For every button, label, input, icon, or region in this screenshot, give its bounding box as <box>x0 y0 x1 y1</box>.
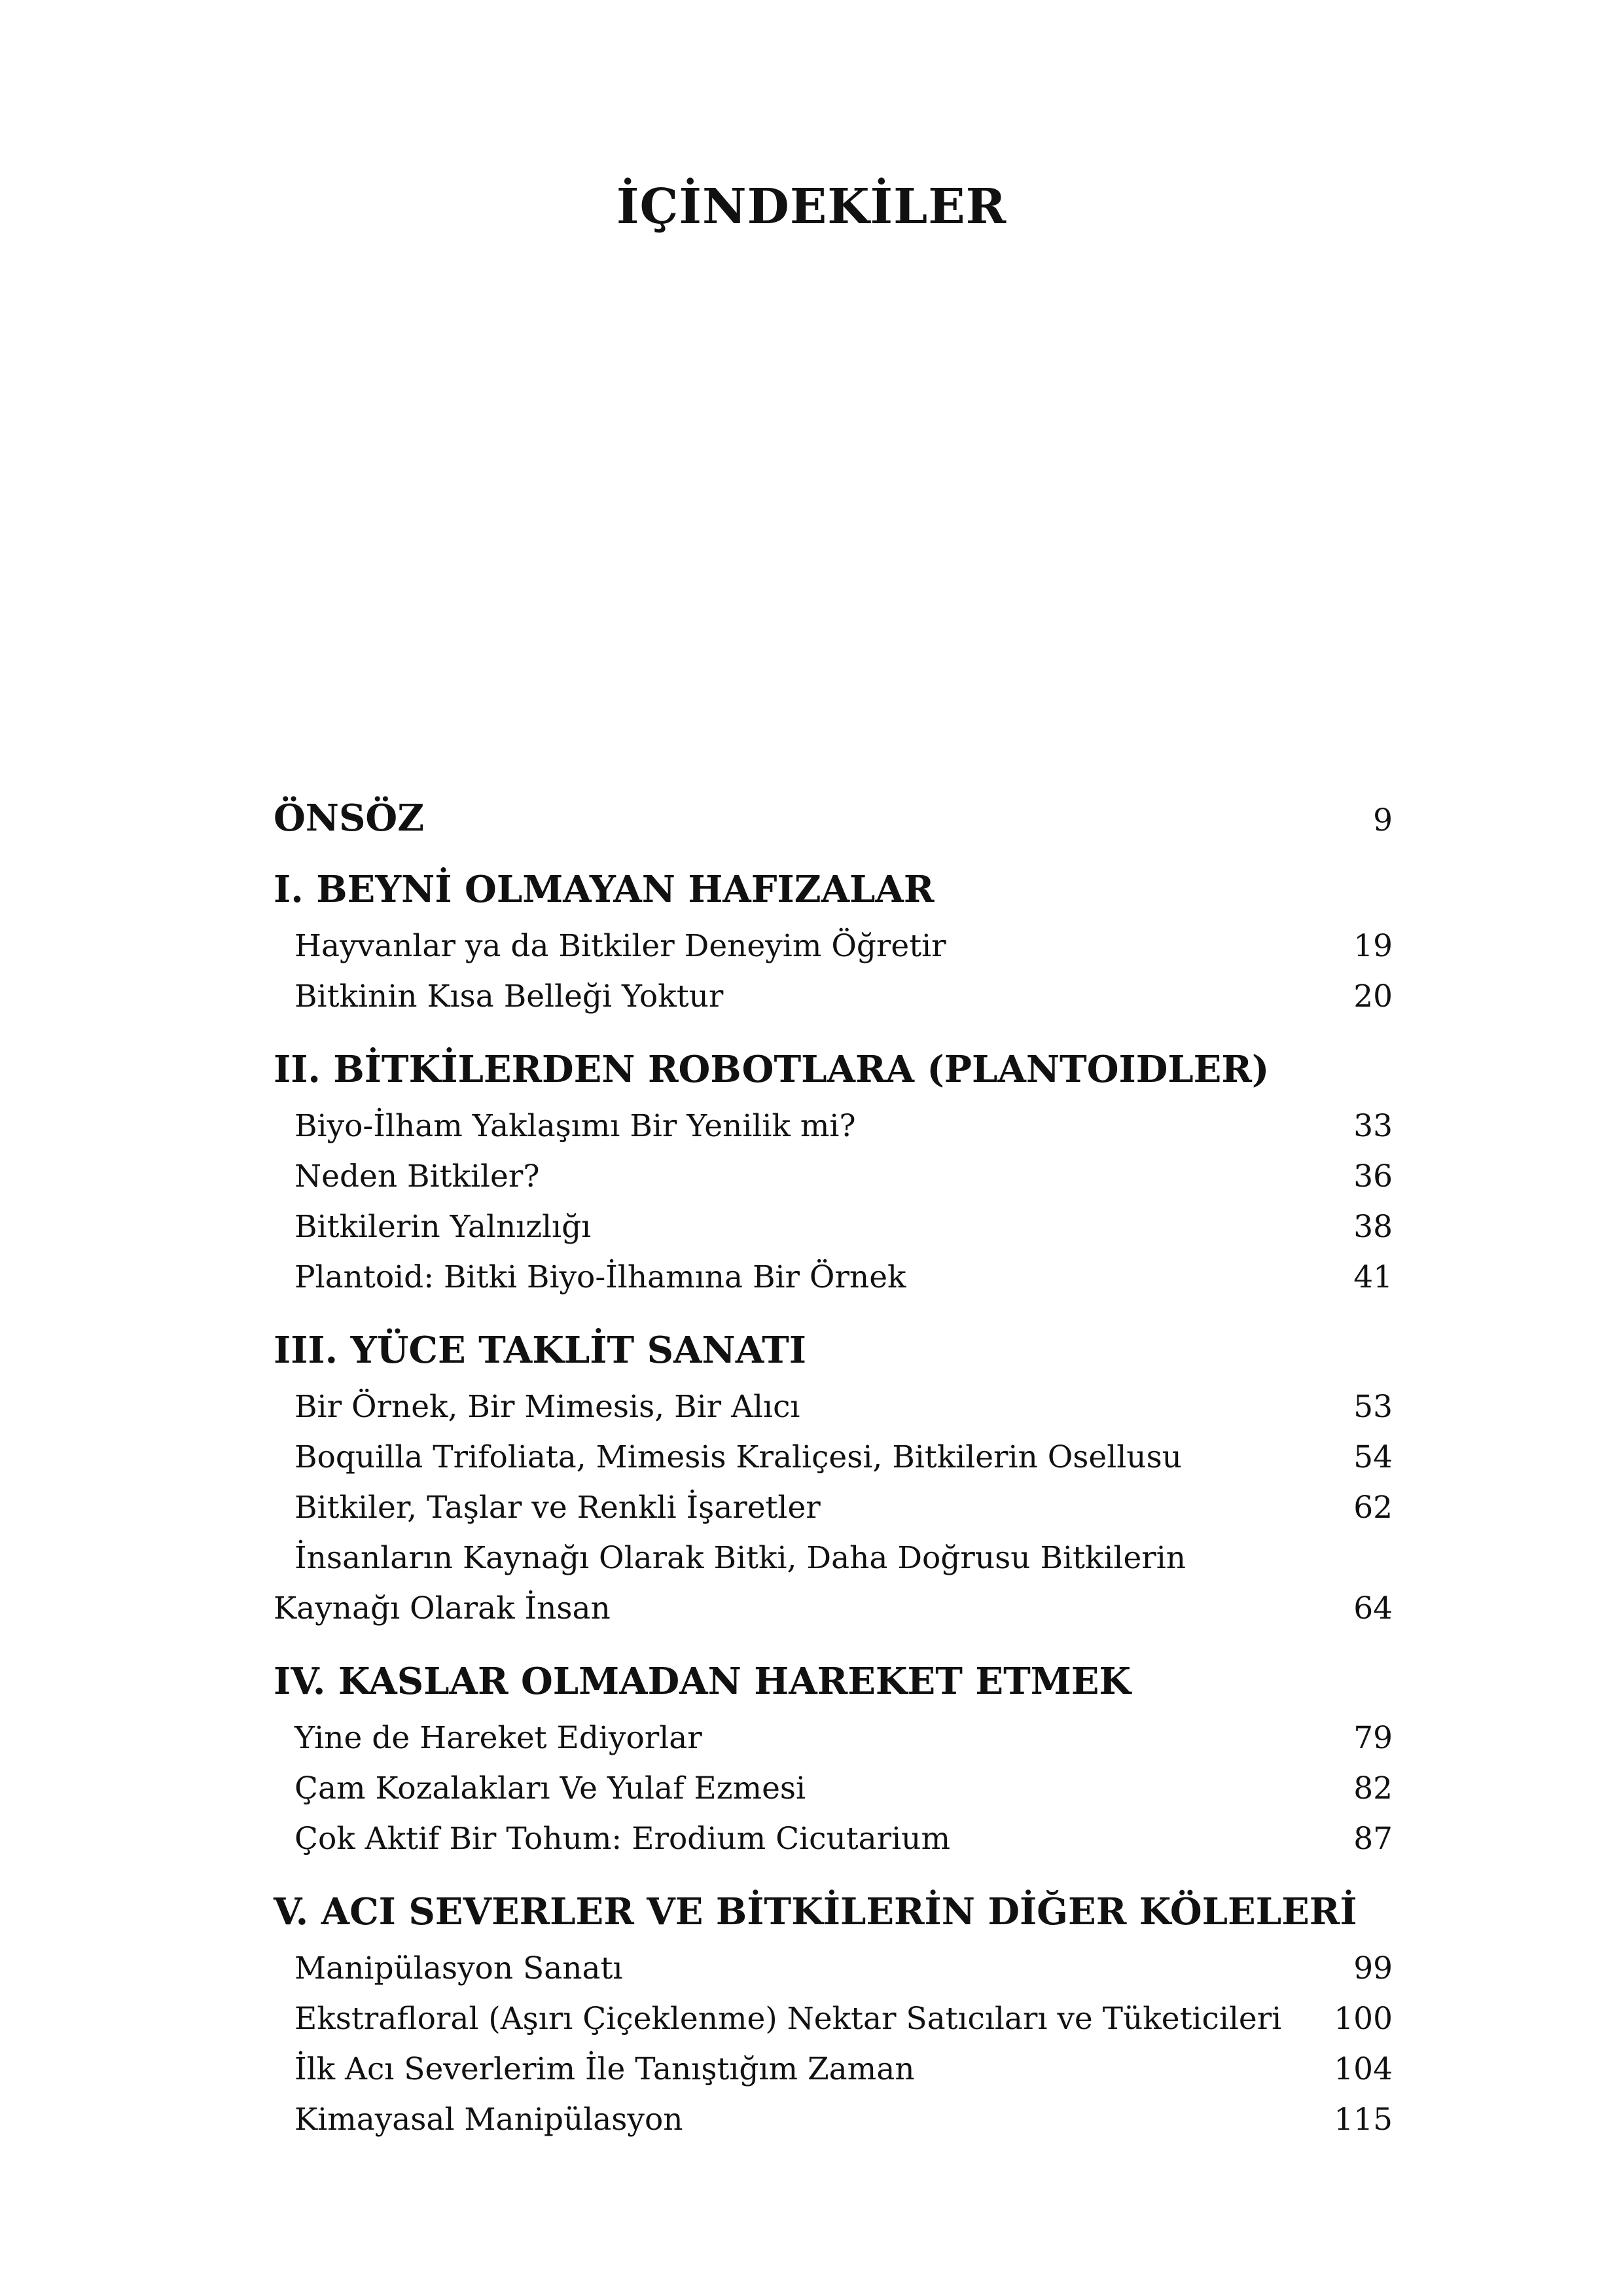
toc-chapter-heading[interactable] <box>274 1651 1393 1713</box>
toc-item-label: Bitkinin Kısa Belleği Yoktur <box>294 978 724 1014</box>
toc-item-label: Ekstrafloral (Aşırı Çiçeklenme) Nektar Satıcıları ve Tüketicileri <box>294 2001 1282 2037</box>
toc-item[interactable] <box>274 1101 1393 1151</box>
toc-item-page: 79 <box>1353 1720 1393 1756</box>
chapter-title: I. BEYNİ OLMAYAN HAFIZALAR <box>274 868 935 911</box>
toc-item-page: 104 <box>1334 2051 1393 2087</box>
toc-item-label: Kaynağı Olarak İnsan <box>274 1590 611 1626</box>
toc-item-continued[interactable] <box>274 1583 1393 1634</box>
toc-item-label: Bir Örnek, Bir Mimesis, Bir Alıcı <box>294 1389 800 1425</box>
toc-item[interactable] <box>274 2094 1393 2145</box>
toc-item-label: İnsanların Kaynağı Olarak Bitki, Daha Doğrusu Bitkilerin <box>294 1540 1186 1576</box>
toc-item[interactable] <box>274 1943 1393 1994</box>
toc-item[interactable] <box>274 1432 1393 1482</box>
chapter-title: II. BİTKİLERDEN ROBOTLARA (PLANTOIDLER) <box>274 1048 1270 1091</box>
toc-item-label: Kimayasal Manipülasyon <box>294 2102 683 2138</box>
toc-item-label: Çok Aktif Bir Tohum: Erodium Cicutarium <box>294 1821 951 1857</box>
toc-item-page: 64 <box>1353 1590 1393 1626</box>
toc-item-label: Hayvanlar ya da Bitkiler Deneyim Öğretir <box>294 928 946 964</box>
toc-item[interactable] <box>274 2044 1393 2094</box>
toc-item[interactable] <box>274 1533 1393 1583</box>
toc-chapter-heading[interactable] <box>274 1881 1393 1943</box>
toc-item-label: İlk Acı Severlerim İle Tanıştığım Zaman <box>294 2051 915 2087</box>
toc-item[interactable] <box>274 971 1393 1022</box>
toc-item-label: Biyo-İlham Yaklaşımı Bir Yenilik mi? <box>294 1108 856 1144</box>
toc-item-label: Bitkiler, Taşlar ve Renkli İşaretler <box>294 1490 821 1526</box>
toc-chapter-heading[interactable] <box>274 859 1393 921</box>
toc-preface-page: 9 <box>1373 802 1393 838</box>
toc-item[interactable] <box>274 1202 1393 1252</box>
toc-item[interactable] <box>274 1382 1393 1432</box>
toc-item-page: 115 <box>1334 2102 1393 2138</box>
chapter-title: V. ACI SEVERLER VE BİTKİLERİN DİĞER KÖLELERİ <box>274 1890 1357 1933</box>
toc-item-page: 87 <box>1353 1821 1393 1857</box>
toc-item-page: 38 <box>1353 1209 1393 1245</box>
toc-item-label: Çam Kozalakları Ve Yulaf Ezmesi <box>294 1770 806 1806</box>
toc-item[interactable] <box>274 1713 1393 1763</box>
toc-item-page: 33 <box>1353 1108 1393 1144</box>
toc-preface-label: ÖNSÖZ <box>274 797 425 840</box>
toc-item-page: 99 <box>1353 1950 1393 1986</box>
toc-preface[interactable] <box>274 785 1393 851</box>
toc-item-label: Boquilla Trifoliata, Mimesis Kraliçesi, Bitkilerin Osellusu <box>294 1439 1182 1475</box>
toc-item[interactable] <box>274 921 1393 971</box>
toc-chapter-heading[interactable] <box>274 1039 1393 1101</box>
toc-item-page: 41 <box>1353 1259 1393 1295</box>
toc-item[interactable] <box>274 1994 1393 2044</box>
toc-item-label: Neden Bitkiler? <box>294 1158 540 1194</box>
toc-item-page: 36 <box>1353 1158 1393 1194</box>
toc-item-label: Manipülasyon Sanatı <box>294 1950 623 1986</box>
chapter-title: IV. KASLAR OLMADAN HAREKET ETMEK <box>274 1660 1132 1703</box>
toc-item-page: 62 <box>1353 1490 1393 1526</box>
chapter-title: III. YÜCE TAKLİT SANATI <box>274 1329 806 1372</box>
toc-item[interactable] <box>274 1763 1393 1814</box>
toc-item-page: 54 <box>1353 1439 1393 1475</box>
toc-item-page: 19 <box>1353 928 1393 964</box>
toc-item[interactable] <box>274 1151 1393 1202</box>
toc-item[interactable] <box>274 1814 1393 1864</box>
toc-item-label: Bitkilerin Yalnızlığı <box>294 1209 592 1245</box>
toc-item-page: 100 <box>1334 2001 1393 2037</box>
toc-item-page: 20 <box>1353 978 1393 1014</box>
table-of-contents <box>274 785 1393 2145</box>
toc-item[interactable] <box>274 1252 1393 1302</box>
toc-item-page: 82 <box>1353 1770 1393 1806</box>
toc-item-label: Plantoid: Bitki Biyo-İlhamına Bir Örnek <box>294 1259 906 1295</box>
toc-item-label: Yine de Hareket Ediyorlar <box>294 1720 702 1756</box>
page-title: İÇİNDEKİLER <box>616 179 1007 235</box>
toc-item-page: 53 <box>1353 1389 1393 1425</box>
toc-chapter-heading[interactable] <box>274 1319 1393 1382</box>
toc-item[interactable] <box>274 1482 1393 1533</box>
